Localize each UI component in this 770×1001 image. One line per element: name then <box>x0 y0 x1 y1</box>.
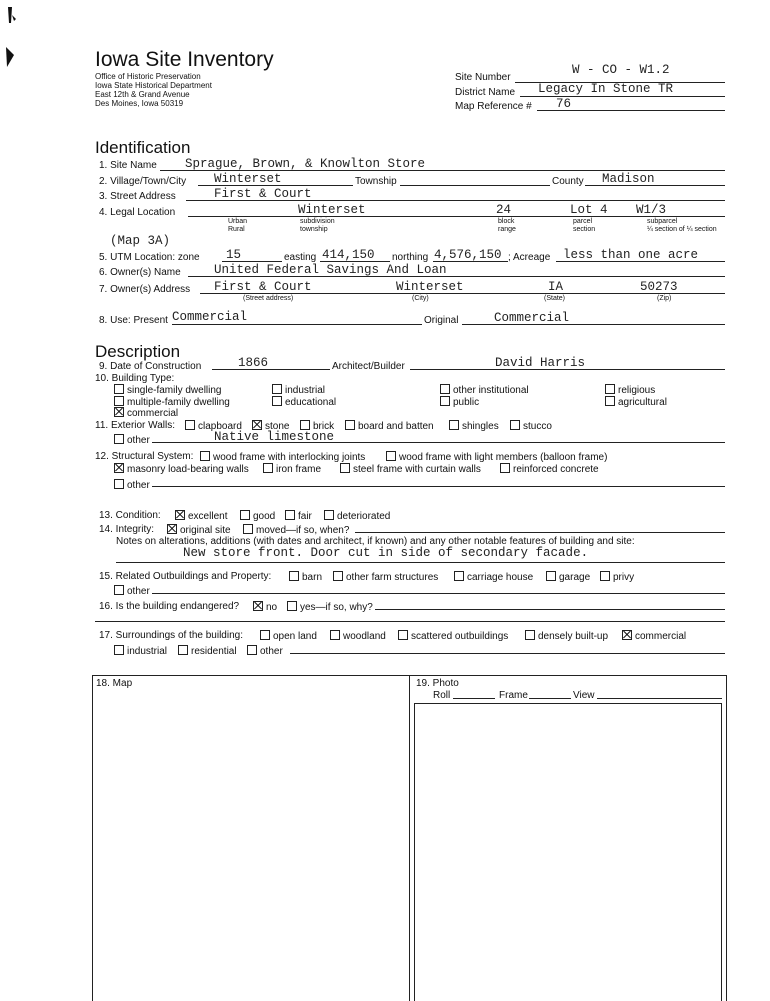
s-reinforced-concrete-checkbox <box>500 463 510 473</box>
site-number-value[interactable]: W - CO - W1.2 <box>572 63 670 77</box>
w-other-checkbox <box>114 434 124 444</box>
owner-zip-value[interactable]: 50273 <box>640 280 678 294</box>
view-label: View <box>573 690 595 701</box>
o-garage[interactable]: garage <box>546 571 590 583</box>
owner-city-caption: (City) <box>412 295 429 302</box>
sr-commercial-checkbox-checked <box>622 630 632 640</box>
legal-parcel-caption: parcel section <box>573 218 596 233</box>
use-original-value[interactable]: Commercial <box>494 311 570 325</box>
legal-urban-rural-caption: Urban Rural <box>228 218 248 233</box>
legal-subparcel-caption: subparcel ¼ section of ¼ section <box>647 218 717 233</box>
w-other-value[interactable]: Native limestone <box>214 430 335 444</box>
s-light-members-checkbox <box>386 451 396 461</box>
legal-block-caption: block range <box>498 218 516 233</box>
owner-address-label: 7. Owner(s) Address <box>99 284 191 295</box>
owner-city-value[interactable]: Winterset <box>396 280 464 294</box>
o-barn[interactable]: barn <box>289 571 322 583</box>
site-name-value[interactable]: Sprague, Brown, & Knowlton Store <box>185 157 426 171</box>
form-title: Iowa Site Inventory <box>95 48 274 71</box>
owner-state-caption: (State) <box>544 295 566 302</box>
w-brick[interactable]: brick <box>300 420 334 432</box>
district-name-label: District Name <box>455 87 516 98</box>
sr-scattered-checkbox <box>398 630 408 640</box>
bt-agricultural-checkbox <box>605 396 615 406</box>
bt-industrial-checkbox <box>272 384 282 394</box>
i-original-site[interactable]: original site <box>167 524 231 536</box>
owner-name-label: 6. Owner(s) Name <box>99 267 181 278</box>
o-other-checkbox <box>114 585 124 595</box>
o-other[interactable]: other <box>114 585 150 597</box>
s-light-members[interactable]: wood frame with light members (balloon frame) <box>386 451 607 463</box>
o-garage-checkbox <box>546 571 556 581</box>
bt-single-family[interactable]: single-family dwelling <box>114 384 221 396</box>
c-fair[interactable]: fair <box>285 510 312 522</box>
street-value[interactable]: First & Court <box>214 187 312 201</box>
use-original-label: Original <box>424 315 459 326</box>
acreage-value[interactable]: less than one acre <box>563 248 699 262</box>
acreage-label: ; Acreage <box>508 252 551 263</box>
map-note: (Map 3A) <box>110 234 171 248</box>
utm-zone-value[interactable]: 15 <box>226 248 242 262</box>
s-other[interactable]: other <box>114 479 150 491</box>
c-deteriorated[interactable]: deteriorated <box>324 510 390 522</box>
village-label: 2. Village/Town/City <box>99 176 187 187</box>
sr-industrial-checkbox <box>114 645 124 655</box>
easting-label: easting <box>284 252 317 263</box>
use-present-label: 8. Use: Present <box>99 315 168 326</box>
site-number-label: Site Number <box>455 72 511 83</box>
village-value[interactable]: Winterset <box>214 172 282 186</box>
sr-woodland[interactable]: woodland <box>330 630 386 642</box>
s-iron-frame-checkbox <box>263 463 273 473</box>
roll-label: Roll <box>433 690 451 701</box>
owner-street-caption: (Street address) <box>243 295 294 302</box>
exterior-walls-label: 11. Exterior Walls: <box>95 420 176 431</box>
county-value[interactable]: Madison <box>602 172 655 186</box>
township-label: Township <box>355 176 397 187</box>
c-excellent-checkbox-checked <box>175 510 185 520</box>
e-no[interactable]: no <box>253 601 277 613</box>
o-carriage-house[interactable]: carriage house <box>454 571 533 583</box>
o-farm-structures-checkbox <box>333 571 343 581</box>
map-label: 18. Map <box>96 678 133 689</box>
s-interlocking[interactable]: wood frame with interlocking joints <box>200 451 365 463</box>
district-name-value[interactable]: Legacy In Stone TR <box>538 82 674 96</box>
e-yes-checkbox <box>287 601 297 611</box>
o-barn-checkbox <box>289 571 299 581</box>
easting-value[interactable]: 414,150 <box>322 248 375 262</box>
sr-commercial[interactable]: commercial <box>622 630 686 642</box>
c-excellent[interactable]: excellent <box>175 510 227 522</box>
legal-block-value[interactable]: 24 <box>496 203 512 217</box>
condition-label: 13. Condition: <box>99 510 161 521</box>
bt-public[interactable]: public <box>440 396 479 408</box>
o-carriage-house-checkbox <box>454 571 464 581</box>
frame-label: Frame <box>499 690 528 701</box>
date-construction-value[interactable]: 1866 <box>238 356 269 370</box>
bt-religious[interactable]: religious <box>605 384 655 396</box>
bt-agricultural[interactable]: agricultural <box>605 396 667 408</box>
s-reinforced-concrete[interactable]: reinforced concrete <box>500 463 599 475</box>
i-original-site-checkbox-checked <box>167 524 177 534</box>
street-label: 3. Street Address <box>99 191 176 202</box>
bt-commercial-checkbox-checked <box>114 407 124 417</box>
map-box[interactable] <box>92 675 410 1001</box>
sr-densely-built-checkbox <box>525 630 535 640</box>
sr-densely-built[interactable]: densely built-up <box>525 630 608 642</box>
sr-open-land-checkbox <box>260 630 270 640</box>
bt-educational[interactable]: educational <box>272 396 336 408</box>
northing-label: northing <box>392 252 429 263</box>
integrity-label: 14. Integrity: <box>99 524 155 535</box>
use-present-value[interactable]: Commercial <box>172 310 248 324</box>
county-label: County <box>552 176 584 187</box>
w-stucco[interactable]: stucco <box>510 420 552 432</box>
s-other-checkbox <box>114 479 124 489</box>
c-deteriorated-checkbox <box>324 510 334 520</box>
identification-heading: Identification <box>95 138 191 157</box>
structural-system-label: 12. Structural System: <box>95 451 194 462</box>
bt-multiple-family[interactable]: multiple-family dwelling <box>114 396 230 408</box>
w-stucco-checkbox <box>510 420 520 430</box>
legal-subparcel-value[interactable]: W1/3 <box>636 203 667 217</box>
surroundings-label: 17. Surroundings of the building: <box>99 630 243 641</box>
c-good[interactable]: good <box>240 510 275 522</box>
sr-industrial[interactable]: industrial <box>114 645 167 657</box>
w-stone[interactable]: stone <box>252 420 289 432</box>
w-brick-checkbox <box>300 420 310 430</box>
s-steel-frame[interactable]: steel frame with curtain walls <box>340 463 481 475</box>
sr-residential[interactable]: residential <box>178 645 237 657</box>
map-reference-value[interactable]: 76 <box>556 97 572 111</box>
e-no-checkbox-checked <box>253 601 263 611</box>
w-other[interactable]: other <box>114 434 150 446</box>
i-moved[interactable]: moved—if so, when? <box>243 524 349 536</box>
bt-religious-checkbox <box>605 384 615 394</box>
photo-area[interactable] <box>414 703 722 1001</box>
w-clapboard[interactable]: clapboard <box>185 420 242 432</box>
s-interlocking-checkbox <box>200 451 210 461</box>
w-board-batten-checkbox <box>345 420 355 430</box>
sr-residential-checkbox <box>178 645 188 655</box>
w-shingles[interactable]: shingles <box>449 420 499 432</box>
s-masonry[interactable]: masonry load-bearing walls <box>114 463 249 475</box>
bt-other-institutional[interactable]: other institutional <box>440 384 529 396</box>
bt-other-institutional-checkbox <box>440 384 450 394</box>
northing-value[interactable]: 4,576,150 <box>434 248 502 262</box>
site-name-label: 1. Site Name <box>99 160 157 171</box>
c-good-checkbox <box>240 510 250 520</box>
bt-multiple-family-checkbox <box>114 396 124 406</box>
w-clapboard-checkbox <box>185 420 195 430</box>
w-stone-checkbox-checked <box>252 420 262 430</box>
architect-label: Architect/Builder <box>332 361 405 372</box>
sr-other-checkbox <box>247 645 257 655</box>
owner-zip-caption: (Zip) <box>657 295 672 302</box>
owner-state-value[interactable]: IA <box>548 280 564 294</box>
owner-name-value[interactable]: United Federal Savings And Loan <box>214 263 447 277</box>
map-reference-label: Map Reference # <box>455 101 532 112</box>
notes-value[interactable]: New store front. Door cut in side of secondary facade. <box>183 546 589 560</box>
c-fair-checkbox <box>285 510 295 520</box>
bt-educational-checkbox <box>272 396 282 406</box>
bt-public-checkbox <box>440 396 450 406</box>
s-iron-frame[interactable]: iron frame <box>263 463 321 475</box>
owner-street-value[interactable]: First & Court <box>214 280 312 294</box>
legal-lot-value[interactable]: Lot 4 <box>570 203 608 217</box>
s-steel-frame-checkbox <box>340 463 350 473</box>
sr-woodland-checkbox <box>330 630 340 640</box>
office-address: Office of Historic Preservation Iowa State Historical Department East 12th & Grand Avenue Des Moines, Iowa 50319 <box>95 72 212 108</box>
o-farm-structures[interactable]: other farm structures <box>333 571 438 583</box>
utm-label: 5. UTM Location: zone <box>99 252 200 263</box>
architect-value[interactable]: David Harris <box>495 356 586 370</box>
i-moved-checkbox <box>243 524 253 534</box>
e-yes[interactable]: yes—if so, why? <box>287 601 373 613</box>
legal-subdivision-caption: subdivision township <box>300 218 335 233</box>
date-construction-label: 9. Date of Construction <box>99 361 202 372</box>
outbuildings-label: 15. Related Outbuildings and Property: <box>99 571 272 582</box>
description-heading: Description <box>95 342 181 361</box>
o-privy[interactable]: privy <box>600 571 634 583</box>
o-privy-checkbox <box>600 571 610 581</box>
scan-corner-marks <box>3 3 23 78</box>
legal-location-label: 4. Legal Location <box>99 207 176 218</box>
bt-single-family-checkbox <box>114 384 124 394</box>
photo-label: 19. Photo <box>416 678 459 689</box>
sr-other[interactable]: other <box>247 645 283 657</box>
w-shingles-checkbox <box>449 420 459 430</box>
endangered-label: 16. Is the building endangered? <box>99 601 240 612</box>
bt-industrial[interactable]: industrial <box>272 384 325 396</box>
w-board-batten[interactable]: board and batten <box>345 420 434 432</box>
building-type-label: 10. Building Type: <box>95 373 175 384</box>
s-masonry-checkbox-checked <box>114 463 124 473</box>
notes-label: Notes on alterations, additions (with dates and architect, if known) and any other notable features of building and site: <box>116 536 635 547</box>
sr-open-land[interactable]: open land <box>260 630 317 642</box>
bt-commercial[interactable]: commercial <box>114 407 178 419</box>
legal-urban-value[interactable]: Winterset <box>298 203 366 217</box>
sr-scattered[interactable]: scattered outbuildings <box>398 630 508 642</box>
